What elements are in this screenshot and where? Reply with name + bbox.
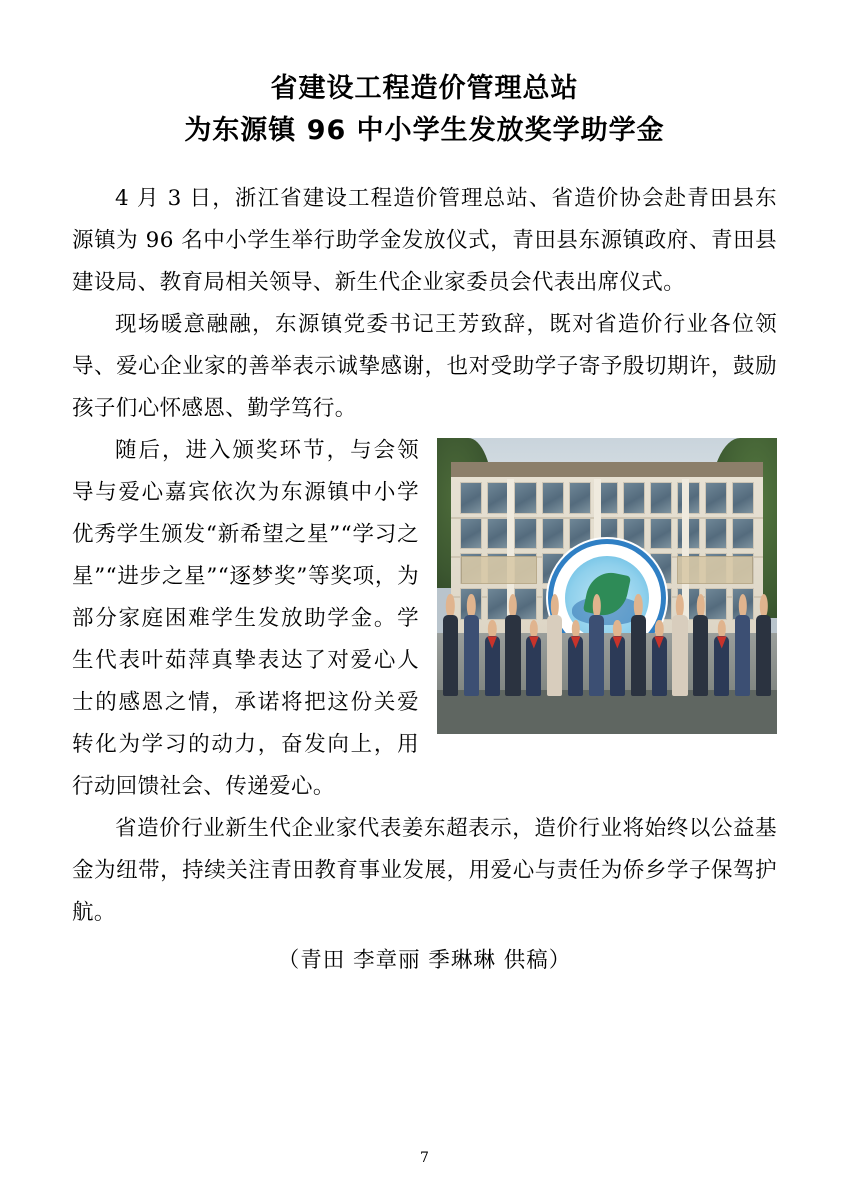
paragraph-1: 4 月 3 日，浙江省建设工程造价管理总站、省造价协会赴青田县东源镇为 96 名中小学生举行助学金发放仪式，青田县东源镇政府、青田县建设局、教育局相关领导、新生代企业家委员会代表出席仪式。 — [72, 186, 777, 295]
paragraph-3: 随后，进入颁奖环节，与会领导与爱心嘉宾依次为东源镇中小学优秀学生颁发“新希望之星”“学习之星”“进步之星”“逐梦奖”等奖项，为部分家庭困难学生发放助学金。学生代表叶茹萍真挚表达了对爱心人士的感恩之情，承诺将把这份关爱转化为学习的动力，奋发向上，用行动回馈社会、传递爱心。 — [72, 438, 419, 799]
school-group-photo — [437, 438, 777, 734]
title-line-2: 为东源镇 96 中小学生发放奖学助学金 — [184, 115, 665, 146]
article-figure — [437, 438, 777, 734]
page-number: 7 — [420, 1150, 429, 1166]
photo-group-of-people — [440, 577, 773, 695]
source-line: （青田 李章丽 季琳琳 供稿） — [277, 948, 572, 973]
photo-road — [437, 690, 777, 734]
title-line-1: 省建设工程造价管理总站 — [270, 73, 579, 104]
paragraph-2: 现场暖意融融，东源镇党委书记王芳致辞，既对省造价行业各位领导、爱心企业家的善举表示诚挚感谢，也对受助学子寄予殷切期许，鼓励孩子们心怀感恩、勤学笃行。 — [72, 312, 777, 421]
photo-roof-band — [451, 462, 764, 477]
paragraph-4: 省造价行业新生代企业家代表姜东超表示，造价行业将始终以公益基金为纽带，持续关注青田教育事业发展，用爱心与责任为侨乡学子保驾护航。 — [72, 816, 777, 925]
page-title — [72, 68, 777, 152]
article-body — [72, 178, 777, 982]
